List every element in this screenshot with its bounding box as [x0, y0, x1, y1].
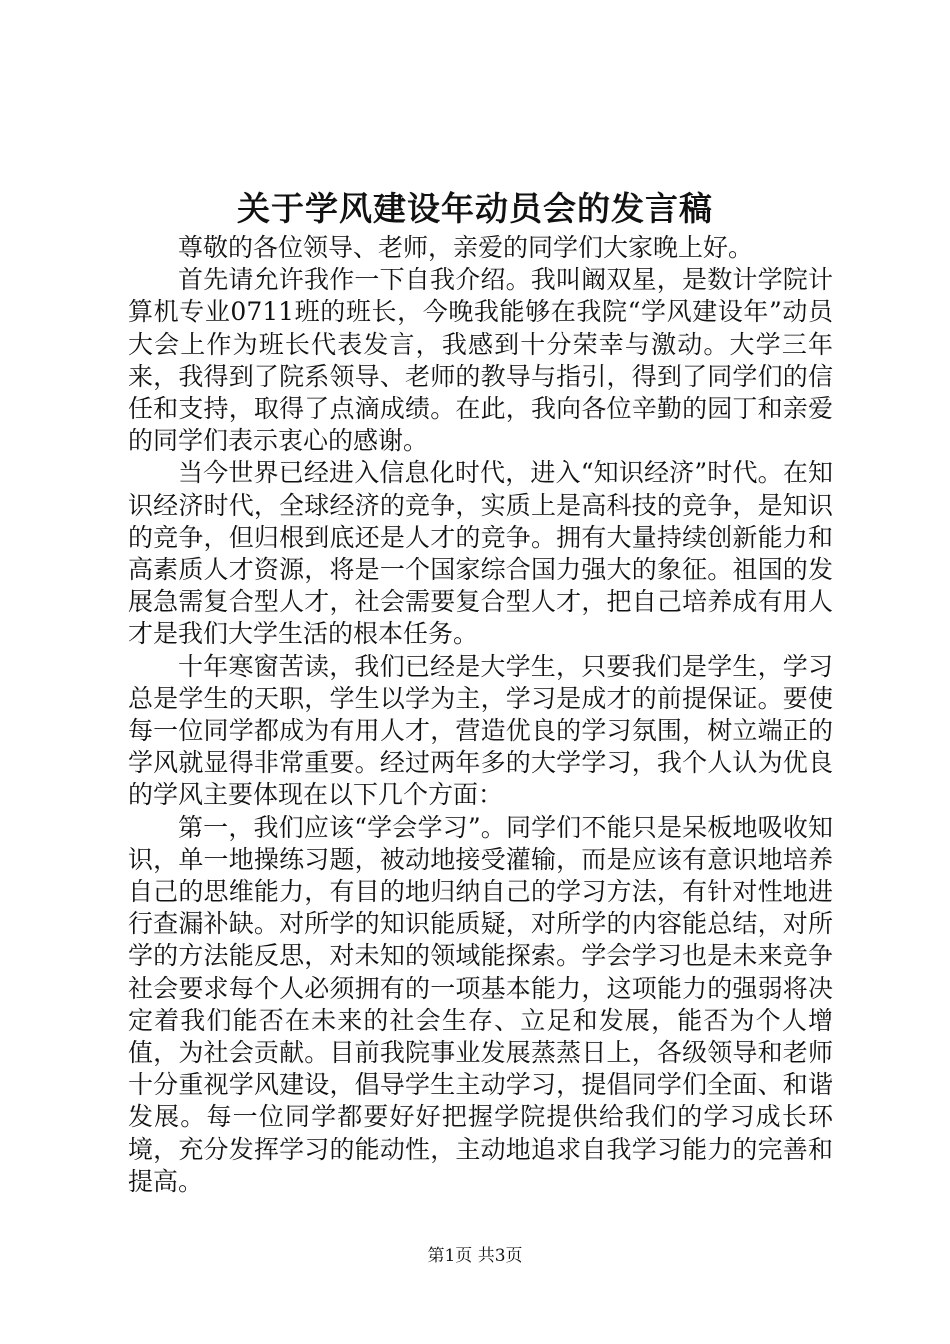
page-number: 第1页 共3页	[427, 1246, 523, 1266]
paragraph-knowledge-economy: 当今世界已经进入信息化时代，进入“知识经济”时代。在知识经济时代，全球经济的竞争，实质上是高科技的竞争，是知识的竞争，但归根到底还是人才的竞争。拥有大量持续创新能力和高素质人才资源，将是一个国家综合国力强大的象征。祖国的发展急需复合型人才，社会需要复合型人才，把自己培养成有用人才是我们大学生活的根本任务。	[128, 458, 833, 649]
document-title: 关于学风建设年动员会的发言稿	[237, 189, 713, 228]
paragraph-introduction: 首先请允许我作一下自我介绍。我叫阚双星，是数计学院计算机专业0711班的班长，今晚我能够在我院“学风建设年”动员大会上作为班长代表发言，我感到十分荣幸与激动。大学三年来，我得到了院系领导、老师的教导与指引，得到了同学们的信任和支持，取得了点滴成绩。在此，我向各位辛勤的园丁和亲爱的同学们表示衷心的感谢。	[128, 265, 833, 456]
paragraph-learn-to-learn: 第一，我们应该“学会学习”。同学们不能只是呆板地吸收知识，单一地操练习题，被动地接受灌输，而是应该有意识地培养自己的思维能力，有目的地归纳自己的学习方法，有针对性地进行查漏补缺。对所学的知识能质疑，对所学的内容能总结，对所学的方法能反思，对未知的领域能探索。学会学习也是未来竞争社会要求每个人必须拥有的一项基本能力，这项能力的强弱将决定着我们能否在未来的社会生存、立足和发展，能否为个人增值，为社会贡献。目前我院事业发展蒸蒸日上，各级领导和老师十分重视学风建设，倡导学生主动学习，提倡同学们全面、和谐发展。每一位同学都要好好把握学院提供给我们的学习成长环境，充分发挥学习的能动性，主动地追求自我学习能力的完善和提高。	[128, 812, 833, 1196]
paragraph-greeting: 尊敬的各位领导、老师，亲爱的同学们大家晚上好。	[178, 233, 754, 262]
paragraph-study-style: 十年寒窗苦读，我们已经是大学生，只要我们是学生，学习总是学生的天职，学生以学为主，学习是成才的前提保证。要使每一位同学都成为有用人才，营造优良的学习氛围，树立端正的学风就显得非常重要。经过两年多的大学学习，我个人认为优良的学风主要体现在以下几个方面：	[128, 651, 833, 810]
document-body	[128, 232, 833, 1198]
